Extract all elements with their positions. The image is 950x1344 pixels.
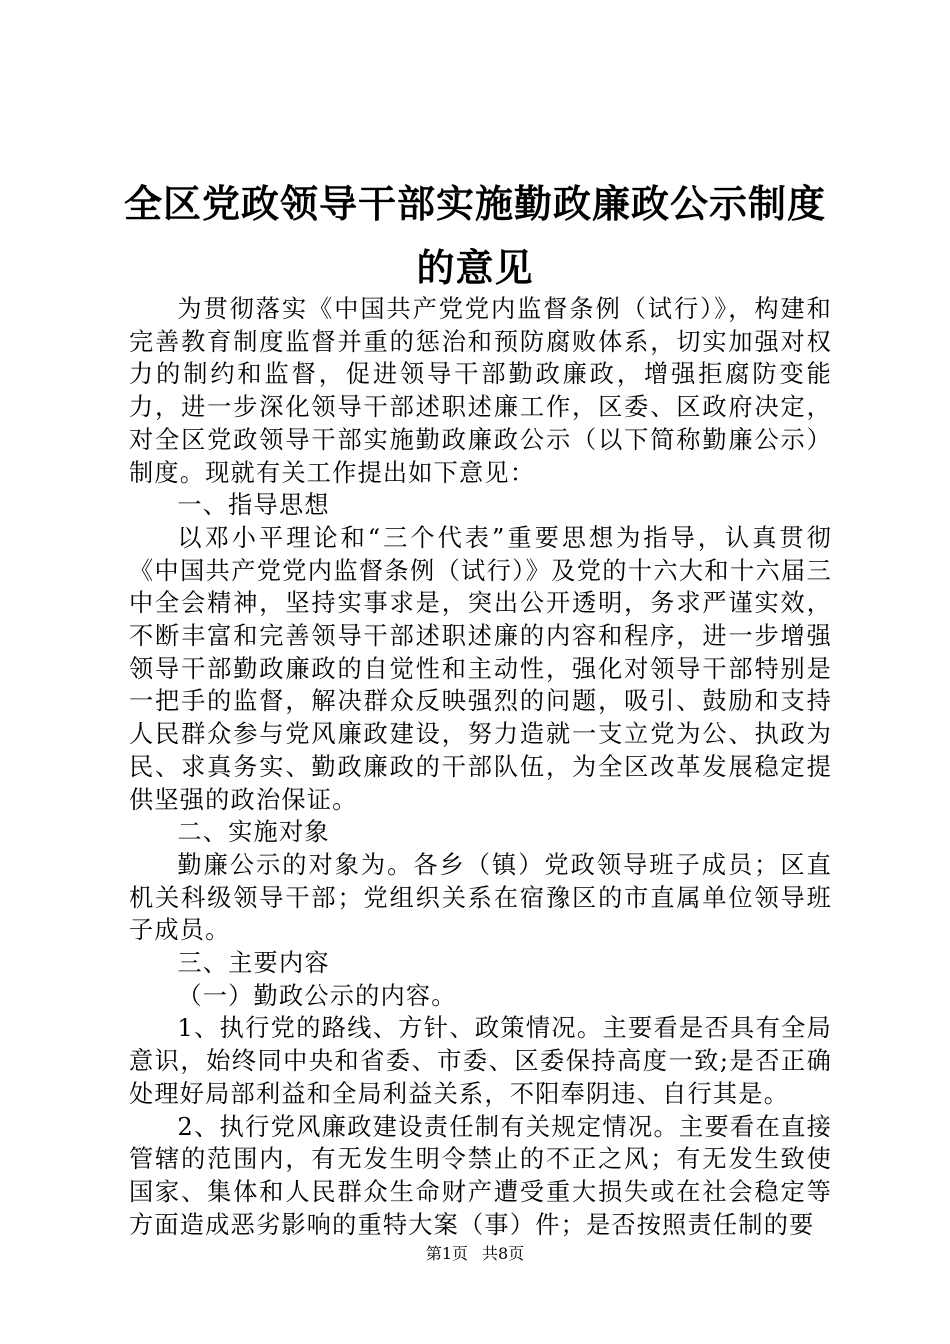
targets-paragraph: 勤廉公示的对象为。各乡（镇）党政领导班子成员；区直机关科级领导干部；党组织关系在宿豫区的市直属单位领导班子成员。 [129, 850, 832, 945]
subsection-heading-diligence: （一）勤政公示的内容。 [177, 981, 457, 1010]
section-heading-main-content: 三、主要内容 [177, 949, 330, 978]
guiding-ideology-paragraph: 以邓小平理论和“三个代表”重要思想为指导，认真贯彻《中国共产党党内监督条例（试行）》及党的十六大和十六届三中全会精神，坚持实事求是，突出公开透明，务求严谨实效，不断丰富和完善领导干部述职述廉的内容和程序，进一步增强领导干部勤政廉政的自觉性和主动性，强化对领导干部特别是一把手的监督，解决群众反映强烈的问题，吸引、鼓励和支持人民群众参与党风廉政建设，努力造就一支立党为公、执政为民、求真务实、勤政廉政的干部队伍，为全区改革发展稳定提供坚强的政治保证。 [129, 523, 832, 814]
section-heading-guiding-ideology: 一、指导思想 [177, 491, 330, 520]
intro-paragraph: 为贯彻落实《中国共产党党内监督条例（试行）》，构建和完善教育制度监督并重的惩治和预防腐败体系，切实加强对权力的制约和监督，促进领导干部勤政廉政，增强拒腐防变能力，进一步深化领导干部述职述廉工作，区委、区政府决定，对全区党政领导干部实施勤政廉政公示（以下简称勤廉公示）制度。现就有关工作提出如下意见： [129, 295, 832, 487]
page-footer [0, 1244, 950, 1264]
item-paragraph-2: 2、执行党风廉政建设责任制有关规定情况。主要看在直接管辖的范围内，有无发生明令禁止的不正之风；有无发生致使国家、集体和人民群众生命财产遭受重大损失或在社会稳定等方面造成恶劣影响的重特大案（事）件；是否按照责任制的要 [129, 1112, 832, 1239]
section-heading-targets: 二、实施对象 [177, 818, 330, 847]
page-total: 共8页 [482, 1244, 525, 1263]
item-paragraph-1: 1、执行党的路线、方针、政策情况。主要看是否具有全局意识，始终同中央和省委、市委、区委保持高度一致;是否正确处理好局部利益和全局利益关系，不阳奉阴违、自行其是。 [129, 1014, 832, 1108]
document-title: 全区党政领导干部实施勤政廉政公示制度的意见 [123, 181, 826, 290]
document-body [129, 293, 832, 1241]
page-number: 第1页 [425, 1244, 468, 1263]
